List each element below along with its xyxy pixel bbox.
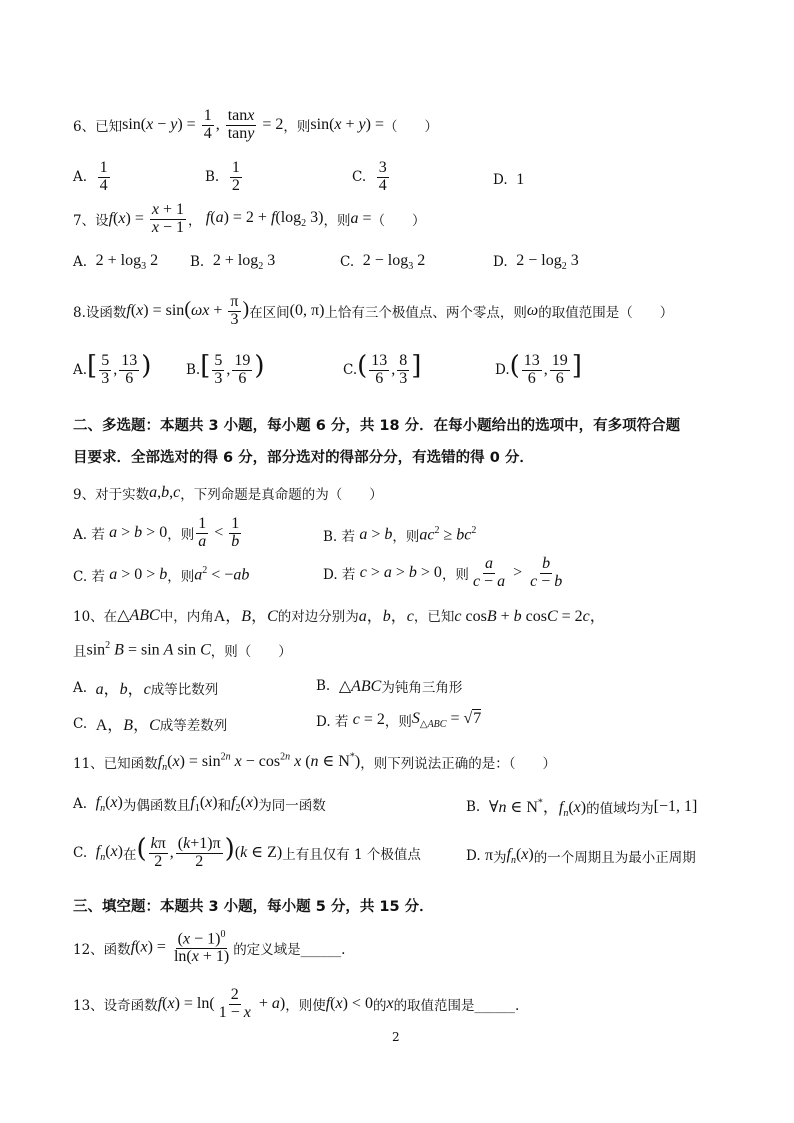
question-12: 12、函数 f(x) = $\frac{(x - 1)^0}{\ln(x + 1)}$ 的定义域是______. [73,929,346,966]
question-11: 11、已知函数 $f_n(x) = \sin^{2n} x - \cos^{2n} x$ (n ∈ N*) ，则下列说法正确的是：（ ） [73,751,556,774]
q6-formula: sin(x − y) = $\frac{1}{4}$ , $\frac{\tan x}{\tan y}$ = 2 [122,107,284,142]
q8-option-c: C. ( $\frac{13}{6}$ , $\frac{8}{3}$ ] [343,351,422,387]
q9-option-c: C. 若 a > 0 > b ，则 $a^2 < -ab$ [73,565,250,585]
q11-option-b: B. ∀n ∈ N*，$f_n(x)$ 的值域均为 [−1, 1] [466,797,698,820]
q11-option-d: D. π 为 $f_n(x)$ 的一个周期且为最小正周期 [466,846,696,867]
question-6: 6、已知 sin(x − y) = $\frac{1}{4}$ , $\frac{\tan x}{\tan y}$ = 2 ，则 sin(x + y) = （ ） [73,107,438,142]
q11-option-a: A. $f_n(x)$ 为偶函数且 $f_1(x)$ 和 $f_2(x)$ 为同一函数 [73,794,326,815]
q10-option-d: D. 若 c = 2 ，则 $S_{\triangle ABC} = √7$ [316,710,482,731]
q7-option-c: C. $2 - \log_3 2$ [340,252,426,273]
q8-option-b: B. [ $\frac{5}{3}$ , $\frac{19}{6}$ ) [186,351,265,387]
q6-option-c: C. $\frac{3}{4}$ [352,159,387,194]
q6-option-d: D. 1 [493,171,525,188]
q7-option-b: B. $2 + \log_2 3$ [190,252,276,273]
q10-option-c: C. A，B，C 成等差数列 [73,715,228,734]
q7-option-a: A. $2 + \log_3 2$ [73,252,159,273]
q8-option-d: D. ( $\frac{13}{6}$ , $\frac{19}{6}$ ] [495,351,582,387]
question-10-line1: 10、在 △ABC 中，内角 A，B，C 的对边分别为 a，b，c ，已知 c cosB + b cosC = 2c， [73,606,606,625]
q10-option-a: A. a，b，c 成等比数列 [73,679,219,698]
question-13: 13、设奇函数 f(x) = ln( $\frac{2}{1 - x}$ + a) ，则使 f(x) < 0 的 x 的取值范围是______. [73,986,520,1021]
question-9: 9、对于实数 a , b , c ，下列命题是真命题的为（ ） [73,484,383,503]
q9-option-b: B. 若 a > b ，则 $ac^2 \ge bc^2$ [323,525,477,545]
q9-option-d: D. 若 c > a > b > 0 ，则 $\frac{a}{c - a}$ > $\frac{b}{c - b}$ [323,555,563,590]
question-7: 7、设 f(x) = $\frac{x + 1}{x - 1}$ ， $f(a) = 2 + f(\log_2$ 3) ，则 a = （ ） [73,201,426,236]
q9-option-a: A. 若 a > b > 0 ，则 $\frac{1}{a}$ < $\frac{1}{b}$ [73,515,240,550]
q6-option-a: A. $\frac{1}{4}$ [73,159,108,194]
question-8: 8.设函数 f(x) = sin(ωx + $\frac{\pi}{3}$ ) 在区间 (0, π) 上恰有三个极值点、两个零点，则 ω 的取值范围是（ ） [73,293,674,328]
q6-option-b: B. $\frac{1}{2}$ [205,159,240,194]
section-2-heading-line2: 目要求．全部选对的得 6 分，部分选对的得部分分，有选错的得 0 分． [73,450,534,466]
page-number: 2 [392,1030,400,1044]
section-3-heading: 三、填空题：本题共 3 小题，每小题 5 分，共 15 分． [73,899,434,915]
q8-option-a: A. [ $\frac{5}{3}$ , $\frac{13}{6}$ ) [73,351,152,387]
q10-option-b: B. △ABC 为钝角三角形 [316,678,463,696]
q11-option-c: C. $f_n(x)$ 在 ( $\frac{k\pi}{2}$ , $\frac{(k+1)\pi}{2}$ )(k ∈ Z) 上有且仅有 1 个极值点 [73,834,421,870]
q7-option-d: D. $2 - \log_2 3$ [493,252,579,273]
section-2-heading-line1: 二、多选题：本题共 3 小题，每小题 6 分，共 18 分．在每小题给出的选项中，有多项符合题 [73,418,681,434]
question-10-line2: 且 $\sin^2 B = \sin A$ sin C ，则（ ） [73,640,292,660]
